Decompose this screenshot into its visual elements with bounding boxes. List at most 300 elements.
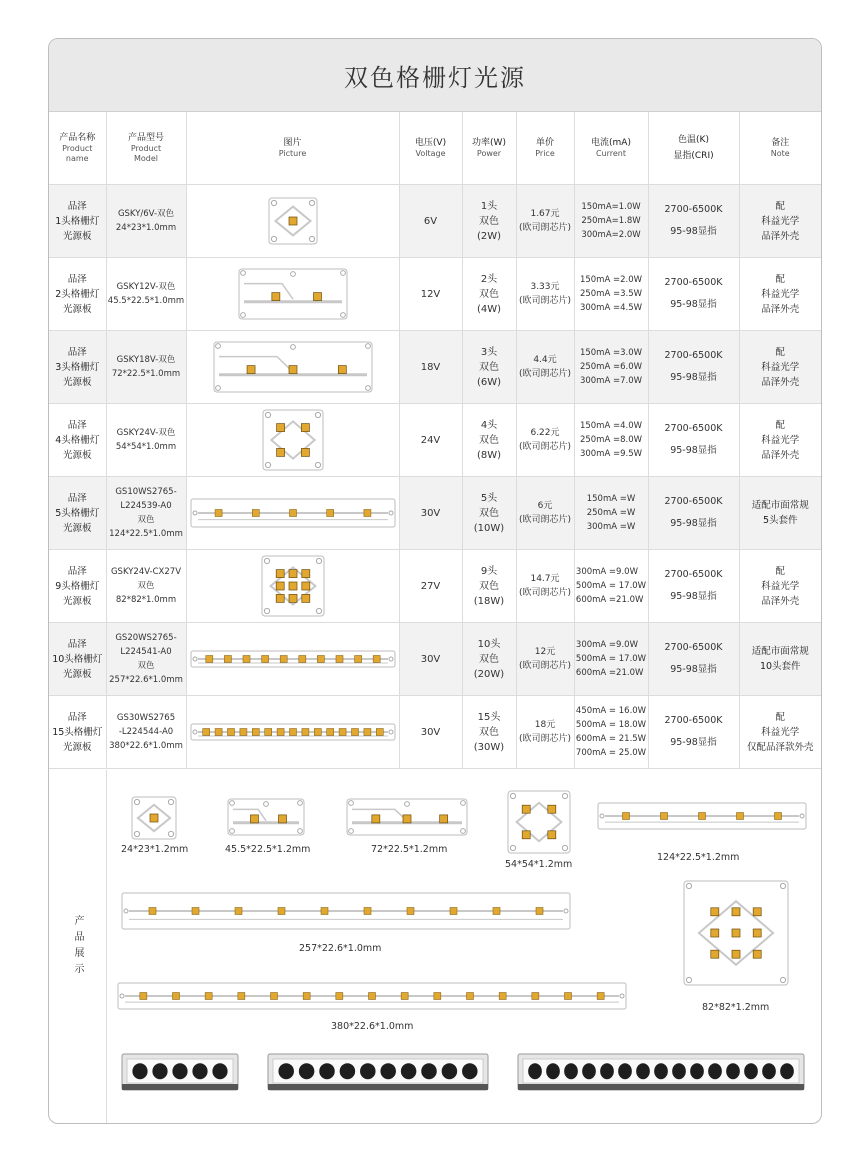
led-chip xyxy=(499,993,506,1000)
board-picture xyxy=(190,723,396,741)
cell-line: (欧司朗芯片) xyxy=(518,734,572,744)
cct-value: 2700-6500K xyxy=(664,277,723,288)
cell-line: 配 xyxy=(775,346,785,358)
led-chip xyxy=(301,448,309,456)
board-photo-1-head xyxy=(131,796,177,840)
cell-line: 4.4元 xyxy=(533,355,557,365)
fixture-bottom-edge xyxy=(268,1084,488,1090)
fixture-lens-hole xyxy=(421,1063,437,1079)
led-chip xyxy=(532,993,539,1000)
cell-line: 12元 xyxy=(534,647,556,657)
led-chip xyxy=(522,805,530,813)
cell-price xyxy=(516,477,574,550)
spec-table xyxy=(49,112,821,769)
cell-line: (欧司朗芯片) xyxy=(518,588,572,598)
cell-power xyxy=(462,696,516,769)
cell-line: 45.5*22.5*1.0mm xyxy=(107,296,185,306)
cell-line: 仅配品泽款外壳 xyxy=(746,741,814,753)
cell-line: 双色 xyxy=(479,361,499,373)
cell-line: GS30WS2765 xyxy=(116,713,176,723)
mount-hole xyxy=(365,344,370,349)
cell-line: 54*54*1.0mm xyxy=(115,442,177,452)
led-chip xyxy=(775,813,782,820)
cell-line: 600mA = 21.5W xyxy=(575,734,647,744)
cell-voltage: 12V xyxy=(399,258,462,331)
fixture-bottom-edge xyxy=(518,1084,804,1090)
cell-price xyxy=(516,623,574,696)
led-chip xyxy=(711,929,719,937)
mount-hole xyxy=(215,386,220,391)
current-values xyxy=(580,419,642,461)
mount-hole xyxy=(215,344,220,349)
cell-power xyxy=(462,331,516,404)
led-chip xyxy=(336,656,343,663)
cell-line: 品泽 xyxy=(67,565,87,577)
cell-line: 光源板 xyxy=(62,230,92,242)
cell-line: 双色 xyxy=(479,580,499,592)
cell-product-model xyxy=(106,404,186,477)
mount-hole xyxy=(686,977,691,982)
led-chip xyxy=(373,656,380,663)
cell-product-name xyxy=(49,404,106,477)
cell-cct-cri xyxy=(648,477,739,550)
cell-power xyxy=(462,477,516,550)
cell-line: GSKY/6V-双色 xyxy=(117,209,175,219)
fixture-lens-hole xyxy=(528,1063,542,1079)
led-chip xyxy=(711,908,719,916)
cell-note xyxy=(739,258,821,331)
cell-product-name xyxy=(49,696,106,769)
cell-current xyxy=(574,258,648,331)
mount-hole xyxy=(124,909,128,913)
led-chip xyxy=(401,993,408,1000)
cell-line: 150mA=1.0W xyxy=(581,202,641,212)
cell-line: 380*22.6*1.0mm xyxy=(109,741,183,751)
cell-note xyxy=(739,185,821,258)
led-chip xyxy=(364,908,371,915)
cell-line: 5头套件 xyxy=(762,515,798,526)
caption-15-head: 380*22.6*1.0mm xyxy=(331,1021,414,1032)
cell-line: 300mA =7.0W xyxy=(579,376,643,386)
cell-note xyxy=(739,477,821,550)
mount-hole xyxy=(193,511,197,515)
cell-product-model xyxy=(106,185,186,258)
led-chip xyxy=(376,729,383,736)
mount-hole xyxy=(290,345,295,350)
led-chip xyxy=(252,729,259,736)
cell-line: 科益光学 xyxy=(761,361,800,373)
cell-line: GSKY24V-CX27V xyxy=(110,567,182,577)
cell-cct-cri xyxy=(648,331,739,404)
cell-line: 双色 xyxy=(479,507,499,519)
header-product-model: 产品型号 Product Model xyxy=(106,112,186,185)
led-chip xyxy=(150,814,158,822)
fixture-lens-hole xyxy=(192,1063,207,1079)
cell-line: 光源板 xyxy=(62,376,92,388)
led-chip xyxy=(252,510,259,517)
cell-cct-cri xyxy=(648,550,739,623)
board-picture xyxy=(238,268,348,320)
mount-hole xyxy=(168,831,173,836)
cell-line: 配 xyxy=(775,200,785,212)
led-chip xyxy=(276,594,284,602)
cell-line: 500mA = 18.0W xyxy=(575,720,647,730)
fixture-lens-hole xyxy=(564,1063,578,1079)
cell-line: 450mA = 16.0W xyxy=(575,706,647,716)
header-price: 单价 Price xyxy=(516,112,574,185)
mount-hole xyxy=(290,272,295,277)
cell-line: 5头 xyxy=(480,492,498,504)
cell-line: 10头 xyxy=(477,638,501,650)
table-body xyxy=(49,185,821,769)
board-picture xyxy=(190,650,396,668)
cell-picture xyxy=(186,258,399,331)
led-chip xyxy=(271,993,278,1000)
cri-value: 95-98显指 xyxy=(670,737,717,748)
page-title: 双色格栅灯光源 xyxy=(49,39,821,112)
cell-line: 品泽 xyxy=(67,273,87,285)
led-chip xyxy=(224,656,231,663)
fixture-lens-hole xyxy=(152,1063,167,1079)
mount-hole xyxy=(264,608,269,613)
led-chip xyxy=(493,908,500,915)
cell-line: 品泽 xyxy=(67,492,87,504)
cell-line: 品泽 xyxy=(67,638,87,650)
led-chip xyxy=(289,582,297,590)
cell-note xyxy=(739,623,821,696)
fixture-lens-hole xyxy=(762,1063,776,1079)
led-chip xyxy=(276,570,284,578)
led-chip xyxy=(280,656,287,663)
mount-hole xyxy=(780,977,785,982)
cell-line: (4W) xyxy=(476,303,502,315)
cell-line: 5头格栅灯 xyxy=(55,507,100,519)
led-chip xyxy=(276,582,284,590)
mount-hole xyxy=(298,801,303,806)
fixture-lens-hole xyxy=(401,1063,417,1079)
board-photo-15-head xyxy=(117,982,627,1010)
led-chip xyxy=(369,993,376,1000)
cell-line: L224541-A0 xyxy=(120,647,172,657)
cell-line: 500mA = 17.0W xyxy=(575,654,647,664)
led-chip xyxy=(205,993,212,1000)
cell-voltage: 30V xyxy=(399,696,462,769)
led-chip xyxy=(623,813,630,820)
cell-line: 配 xyxy=(775,273,785,285)
board-photo-9-head xyxy=(683,880,789,986)
led-chip xyxy=(277,729,284,736)
cell-line: 光源板 xyxy=(62,741,92,753)
mount-hole xyxy=(240,271,245,276)
caption-1-head: 24*23*1.2mm xyxy=(121,844,189,855)
mount-hole xyxy=(309,236,314,241)
cell-line: 250mA =8.0W xyxy=(579,435,643,445)
header-cct-cri: 色温(K) 显指(CRI) xyxy=(648,112,739,185)
current-values xyxy=(576,565,646,607)
led-chip xyxy=(732,908,740,916)
cell-line: GSKY18V-双色 xyxy=(116,355,176,365)
cell-line: 500mA = 17.0W xyxy=(575,581,647,591)
fixture-lens-hole xyxy=(636,1063,650,1079)
fixture-lens-hole xyxy=(172,1063,187,1079)
cell-line: (20W) xyxy=(473,668,505,680)
led-chip xyxy=(313,293,321,301)
fixture-lens-hole xyxy=(299,1063,315,1079)
cri-value: 95-98显指 xyxy=(670,445,717,456)
led-chip xyxy=(289,594,297,602)
mount-hole xyxy=(193,730,197,734)
mount-hole xyxy=(265,412,270,417)
led-chip xyxy=(338,366,346,374)
cell-line: 250mA =6.0W xyxy=(579,362,643,372)
cell-line: 82*82*1.0mm xyxy=(115,595,177,605)
led-chip xyxy=(250,815,258,823)
mount-hole xyxy=(240,313,245,318)
cct-value: 2700-6500K xyxy=(664,350,723,361)
fixture-lens-hole xyxy=(780,1063,794,1079)
cell-line: 品泽外壳 xyxy=(761,376,800,388)
cell-voltage: 27V xyxy=(399,550,462,623)
cell-line: (欧司朗芯片) xyxy=(518,661,572,671)
mount-hole xyxy=(800,814,804,818)
cell-line: 光源板 xyxy=(62,303,92,315)
cell-line: 124*22.5*1.0mm xyxy=(109,529,183,539)
board-picture xyxy=(262,409,324,471)
caption-4-head: 54*54*1.2mm xyxy=(505,859,573,870)
led-chip xyxy=(278,908,285,915)
mount-hole xyxy=(315,462,320,467)
fixture-lens-hole xyxy=(546,1063,560,1079)
cell-line: 品泽 xyxy=(67,200,87,212)
led-chip xyxy=(192,908,199,915)
cell-line: 适配市面常规 xyxy=(751,500,809,511)
led-chip xyxy=(301,729,308,736)
cell-line: 光源板 xyxy=(62,449,92,461)
fixture-lens-hole xyxy=(462,1063,478,1079)
mount-hole xyxy=(309,200,314,205)
cell-line: GSKY24V-双色 xyxy=(116,428,176,438)
mount-hole xyxy=(230,829,235,834)
header-current: 电流(mA) Current xyxy=(574,112,648,185)
fixture-lens-hole xyxy=(380,1063,396,1079)
cell-line: 配 xyxy=(775,711,785,723)
fixture-lens-hole xyxy=(618,1063,632,1079)
mount-hole xyxy=(564,909,568,913)
cell-picture xyxy=(186,185,399,258)
led-chip xyxy=(403,815,411,823)
mount-hole xyxy=(600,814,604,818)
mount-hole xyxy=(562,845,567,850)
board-photo-10-head xyxy=(121,892,571,930)
led-chip xyxy=(301,424,309,432)
mount-hole xyxy=(510,793,515,798)
cell-voltage: 30V xyxy=(399,623,462,696)
led-chip xyxy=(732,950,740,958)
mount-hole xyxy=(340,313,345,318)
cell-picture xyxy=(186,696,399,769)
mount-hole xyxy=(686,883,691,888)
led-chip xyxy=(536,908,543,915)
led-chip xyxy=(326,729,333,736)
cell-product-name xyxy=(49,477,106,550)
current-values xyxy=(580,273,642,315)
table-row xyxy=(49,331,821,404)
current-values xyxy=(576,704,646,760)
cell-line: 双色 xyxy=(479,434,499,446)
cell-picture xyxy=(186,550,399,623)
cell-line: 品泽 xyxy=(67,419,87,431)
product-display-area xyxy=(107,770,821,1123)
cell-line: 600mA =21.0W xyxy=(575,668,644,678)
fixture-lens-hole xyxy=(278,1063,294,1079)
cell-voltage: 18V xyxy=(399,331,462,404)
product-display xyxy=(49,770,821,1123)
led-chip xyxy=(522,831,530,839)
table-header-row xyxy=(49,112,821,185)
cell-line: 250mA =W xyxy=(586,508,636,518)
led-chip xyxy=(548,831,556,839)
cell-price xyxy=(516,404,574,477)
cell-line: 300mA=2.0W xyxy=(581,230,641,240)
cell-line: 300mA =9.0W xyxy=(575,640,638,650)
led-chip xyxy=(243,656,250,663)
mount-hole xyxy=(316,608,321,613)
cri-value: 95-98显指 xyxy=(670,299,717,310)
led-chip xyxy=(450,908,457,915)
caption-9-head: 82*82*1.2mm xyxy=(702,1002,770,1013)
cell-line: 3头格栅灯 xyxy=(55,361,100,373)
fixture-15-head xyxy=(517,1052,805,1092)
cell-product-name xyxy=(49,258,106,331)
cell-note xyxy=(739,696,821,769)
cri-value: 95-98显指 xyxy=(670,226,717,237)
led-chip xyxy=(261,656,268,663)
mount-hole xyxy=(134,799,139,804)
led-chip xyxy=(264,729,271,736)
mount-hole xyxy=(120,994,124,998)
board-picture xyxy=(213,341,373,393)
fixture-lens-hole xyxy=(212,1063,227,1079)
cell-line: 3.33元 xyxy=(530,282,560,292)
led-chip xyxy=(279,815,287,823)
cell-voltage: 6V xyxy=(399,185,462,258)
table-row xyxy=(49,477,821,550)
led-chip xyxy=(301,582,309,590)
cell-product-model xyxy=(106,258,186,331)
cell-product-model xyxy=(106,477,186,550)
cell-current xyxy=(574,185,648,258)
cell-cct-cri xyxy=(648,404,739,477)
fixture-lens-hole xyxy=(672,1063,686,1079)
cell-line: 15头 xyxy=(477,711,501,723)
cell-line: 24*23*1.0mm xyxy=(115,223,177,233)
cell-line: 15头格栅灯 xyxy=(52,726,103,738)
cell-line: 双色 xyxy=(479,726,499,738)
led-chip xyxy=(227,729,234,736)
caption-5-head: 124*22.5*1.2mm xyxy=(657,852,740,863)
cell-line: (欧司朗芯片) xyxy=(518,442,572,452)
cell-current xyxy=(574,550,648,623)
cell-line: 品泽外壳 xyxy=(761,303,800,315)
fixture-lens-hole xyxy=(600,1063,614,1079)
led-chip xyxy=(321,908,328,915)
current-values xyxy=(581,200,640,242)
led-chip xyxy=(239,729,246,736)
cell-picture xyxy=(186,331,399,404)
fixture-lens-hole xyxy=(319,1063,335,1079)
fixture-10-head xyxy=(267,1052,489,1092)
cell-current xyxy=(574,623,648,696)
cell-line: GS10WS2765- xyxy=(115,487,177,497)
cell-line: (欧司朗芯片) xyxy=(518,515,572,525)
cell-line: 250mA =3.5W xyxy=(579,289,643,299)
cell-cct-cri xyxy=(648,258,739,331)
mount-hole xyxy=(389,730,393,734)
board-picture xyxy=(190,498,396,528)
header-note: 备注 Note xyxy=(739,112,821,185)
cell-line: 配 xyxy=(775,565,785,577)
board-photo-5-head xyxy=(597,802,807,830)
led-chip xyxy=(434,993,441,1000)
board-photo-4-head xyxy=(507,790,571,854)
cell-power xyxy=(462,185,516,258)
led-chip xyxy=(215,510,222,517)
cell-line: (2W) xyxy=(476,230,502,242)
mount-hole xyxy=(620,994,624,998)
cell-current xyxy=(574,404,648,477)
cell-line: 品泽外壳 xyxy=(761,230,800,242)
cell-product-model xyxy=(106,696,186,769)
mount-hole xyxy=(193,657,197,661)
led-chip xyxy=(303,993,310,1000)
led-chip xyxy=(314,729,321,736)
mount-hole xyxy=(298,829,303,834)
cell-current xyxy=(574,477,648,550)
cell-line: 1头格栅灯 xyxy=(55,215,100,227)
cell-line: 9头 xyxy=(480,565,498,577)
table-row xyxy=(49,696,821,769)
current-values xyxy=(580,346,642,388)
cell-line: 双色 xyxy=(137,515,155,525)
mount-hole xyxy=(265,462,270,467)
cell-line: 150mA =4.0W xyxy=(579,421,643,431)
cell-line: (欧司朗芯片) xyxy=(518,223,572,233)
led-chip xyxy=(548,805,556,813)
led-chip xyxy=(149,908,156,915)
led-chip xyxy=(276,448,284,456)
led-chip xyxy=(276,424,284,432)
cell-current xyxy=(574,696,648,769)
board-photo-2-head xyxy=(227,798,305,836)
cell-line: 10头套件 xyxy=(759,661,801,672)
cell-line: 品泽外壳 xyxy=(761,449,800,461)
cell-line: 科益光学 xyxy=(761,726,800,738)
cell-price xyxy=(516,331,574,404)
fixture-lens-hole xyxy=(744,1063,758,1079)
cell-line: 72*22.5*1.0mm xyxy=(111,369,181,379)
mount-hole xyxy=(349,801,354,806)
cell-cct-cri xyxy=(648,185,739,258)
cell-line: -L224544-A0 xyxy=(118,727,174,737)
cell-power xyxy=(462,623,516,696)
fixture-lens-hole xyxy=(582,1063,596,1079)
cell-price xyxy=(516,550,574,623)
cell-line: 300mA =9.0W xyxy=(575,567,638,577)
led-chip xyxy=(205,656,212,663)
cell-line: 14.7元 xyxy=(530,574,560,584)
cri-value: 95-98显指 xyxy=(670,518,717,529)
cell-line: 双色 xyxy=(479,215,499,227)
